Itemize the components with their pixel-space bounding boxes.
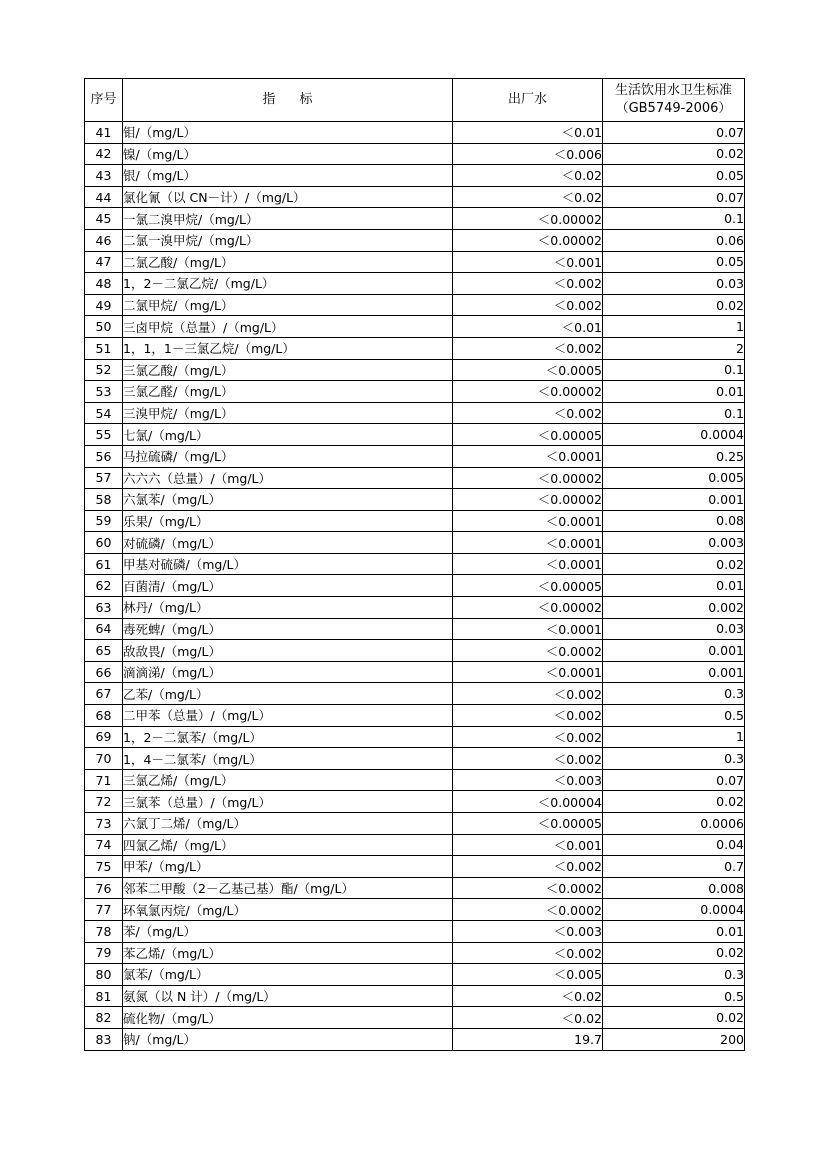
cell-item: 钠/（mg/L）: [123, 1028, 453, 1050]
table-row: [85, 985, 745, 1007]
cell-no: 80: [85, 964, 123, 986]
table-row: [85, 705, 745, 727]
cell-item: 二氯一溴甲烷/（mg/L）: [123, 229, 453, 251]
cell-item: 苯/（mg/L）: [123, 920, 453, 942]
cell-standard: 200: [603, 1028, 745, 1050]
cell-standard: 0.07: [603, 122, 745, 144]
cell-item: 钼/（mg/L）: [123, 122, 453, 144]
cell-value: ＜0.00005: [453, 424, 603, 446]
cell-no: 61: [85, 553, 123, 575]
cell-item: 1，1，1－三氯乙烷/（mg/L）: [123, 337, 453, 359]
cell-item: 三氯乙酸/（mg/L）: [123, 359, 453, 381]
cell-no: 47: [85, 251, 123, 273]
cell-standard: 0.06: [603, 229, 745, 251]
cell-item: 六氯苯/（mg/L）: [123, 489, 453, 511]
cell-standard: 0.05: [603, 251, 745, 273]
cell-value: ＜0.00002: [453, 467, 603, 489]
cell-value: ＜0.0001: [453, 618, 603, 640]
cell-standard: 0.03: [603, 618, 745, 640]
table-row: [85, 726, 745, 748]
cell-value: ＜0.02: [453, 985, 603, 1007]
table-row: [85, 165, 745, 187]
cell-value: ＜0.00004: [453, 791, 603, 813]
cell-no: 63: [85, 597, 123, 619]
cell-item: 1，4－二氯苯/（mg/L）: [123, 748, 453, 770]
cell-value: ＜0.0001: [453, 661, 603, 683]
table-row: [85, 467, 745, 489]
cell-standard: 0.0004: [603, 899, 745, 921]
cell-no: 79: [85, 942, 123, 964]
cell-no: 62: [85, 575, 123, 597]
table-row: [85, 791, 745, 813]
cell-standard: 0.02: [603, 143, 745, 165]
cell-value: ＜0.006: [453, 143, 603, 165]
table-row: [85, 1028, 745, 1050]
cell-no: 43: [85, 165, 123, 187]
table-row: [85, 122, 745, 144]
cell-no: 83: [85, 1028, 123, 1050]
cell-no: 76: [85, 877, 123, 899]
cell-standard: 0.0006: [603, 813, 745, 835]
cell-value: ＜0.0002: [453, 899, 603, 921]
cell-value: ＜0.0002: [453, 640, 603, 662]
cell-item: 百菌清/（mg/L）: [123, 575, 453, 597]
cell-item: 六氯丁二烯/（mg/L）: [123, 813, 453, 835]
cell-item: 氯苯/（mg/L）: [123, 964, 453, 986]
cell-standard: 0.003: [603, 532, 745, 554]
cell-item: 三氯乙醛/（mg/L）: [123, 381, 453, 403]
cell-item: 环氧氯丙烷/（mg/L）: [123, 899, 453, 921]
cell-standard: 0.001: [603, 661, 745, 683]
cell-no: 69: [85, 726, 123, 748]
cell-item: 氨氮（以 N 计）/（mg/L）: [123, 985, 453, 1007]
table-row: [85, 229, 745, 251]
cell-no: 58: [85, 489, 123, 511]
cell-standard: 0.02: [603, 294, 745, 316]
cell-item: 三溴甲烷/（mg/L）: [123, 402, 453, 424]
table-row: [85, 337, 745, 359]
cell-item: 银/（mg/L）: [123, 165, 453, 187]
table-header-row: [85, 79, 745, 122]
cell-value: ＜0.002: [453, 856, 603, 878]
table-row: [85, 532, 745, 554]
table-row: [85, 856, 745, 878]
cell-no: 64: [85, 618, 123, 640]
cell-no: 44: [85, 186, 123, 208]
cell-item: 六六六（总量）/（mg/L）: [123, 467, 453, 489]
header-standard-line1: 生活饮用水卫生标准: [614, 83, 732, 99]
cell-standard: 0.002: [603, 597, 745, 619]
table-row: [85, 186, 745, 208]
header-cell-item: 指 标: [123, 79, 453, 122]
cell-no: 81: [85, 985, 123, 1007]
cell-value: ＜0.0002: [453, 877, 603, 899]
cell-value: ＜0.0001: [453, 445, 603, 467]
cell-standard: 0.07: [603, 769, 745, 791]
cell-item: 对硫磷/（mg/L）: [123, 532, 453, 554]
table-row: [85, 489, 745, 511]
cell-value: ＜0.003: [453, 920, 603, 942]
table-row: [85, 597, 745, 619]
cell-item: 镍/（mg/L）: [123, 143, 453, 165]
table-header: [85, 79, 745, 122]
cell-no: 57: [85, 467, 123, 489]
cell-value: ＜0.002: [453, 402, 603, 424]
table-row: [85, 359, 745, 381]
cell-standard: 0.01: [603, 575, 745, 597]
table-row: [85, 661, 745, 683]
cell-no: 55: [85, 424, 123, 446]
table-row: [85, 899, 745, 921]
cell-no: 82: [85, 1007, 123, 1029]
table-row: [85, 402, 745, 424]
table-row: [85, 942, 745, 964]
cell-item: 毒死蜱/（mg/L）: [123, 618, 453, 640]
table-row: [85, 964, 745, 986]
table-row: [85, 618, 745, 640]
table-body: [85, 122, 745, 1051]
cell-value: ＜0.00002: [453, 381, 603, 403]
table-row: [85, 424, 745, 446]
cell-item: 三卤甲烷（总量）/（mg/L）: [123, 316, 453, 338]
cell-value: ＜0.00002: [453, 597, 603, 619]
cell-value: ＜0.00005: [453, 813, 603, 835]
cell-no: 56: [85, 445, 123, 467]
table-row: [85, 769, 745, 791]
cell-no: 41: [85, 122, 123, 144]
cell-no: 54: [85, 402, 123, 424]
cell-standard: 0.25: [603, 445, 745, 467]
cell-standard: 0.02: [603, 942, 745, 964]
table-row: [85, 316, 745, 338]
cell-value: ＜0.0001: [453, 532, 603, 554]
cell-no: 75: [85, 856, 123, 878]
cell-no: 52: [85, 359, 123, 381]
table-row: [85, 748, 745, 770]
cell-value: ＜0.001: [453, 834, 603, 856]
cell-standard: 0.02: [603, 1007, 745, 1029]
cell-value: ＜0.002: [453, 726, 603, 748]
cell-no: 73: [85, 813, 123, 835]
cell-no: 49: [85, 294, 123, 316]
table-row: [85, 920, 745, 942]
cell-standard: 0.03: [603, 273, 745, 295]
cell-value: ＜0.002: [453, 705, 603, 727]
cell-item: 马拉硫磷/（mg/L）: [123, 445, 453, 467]
cell-value: ＜0.002: [453, 273, 603, 295]
cell-no: 53: [85, 381, 123, 403]
cell-no: 74: [85, 834, 123, 856]
cell-value: ＜0.001: [453, 251, 603, 273]
cell-standard: 0.01: [603, 381, 745, 403]
table-row: [85, 251, 745, 273]
cell-item: 1，2－二氯乙烷/（mg/L）: [123, 273, 453, 295]
cell-value: ＜0.0001: [453, 510, 603, 532]
cell-standard: 0.001: [603, 489, 745, 511]
cell-value: ＜0.01: [453, 316, 603, 338]
cell-no: 46: [85, 229, 123, 251]
cell-no: 66: [85, 661, 123, 683]
cell-item: 七氯/（mg/L）: [123, 424, 453, 446]
table-row: [85, 208, 745, 230]
cell-no: 51: [85, 337, 123, 359]
cell-standard: 0.1: [603, 359, 745, 381]
header-cell-standard: [603, 79, 745, 122]
cell-standard: 0.3: [603, 748, 745, 770]
table-row: [85, 1007, 745, 1029]
cell-item: 乐果/（mg/L）: [123, 510, 453, 532]
cell-no: 50: [85, 316, 123, 338]
cell-no: 68: [85, 705, 123, 727]
cell-value: 19.7: [453, 1028, 603, 1050]
table-row: [85, 877, 745, 899]
cell-no: 42: [85, 143, 123, 165]
cell-value: ＜0.00002: [453, 489, 603, 511]
cell-standard: 0.05: [603, 165, 745, 187]
table-row: [85, 510, 745, 532]
cell-standard: 0.02: [603, 553, 745, 575]
cell-item: 氯化氰（以 CN－计）/（mg/L）: [123, 186, 453, 208]
cell-standard: 0.1: [603, 402, 745, 424]
cell-value: ＜0.002: [453, 294, 603, 316]
cell-value: ＜0.002: [453, 683, 603, 705]
cell-item: 甲苯/（mg/L）: [123, 856, 453, 878]
cell-standard: 0.1: [603, 208, 745, 230]
cell-no: 60: [85, 532, 123, 554]
table-row: [85, 683, 745, 705]
cell-item: 硫化物/（mg/L）: [123, 1007, 453, 1029]
cell-item: 三氯乙烯/（mg/L）: [123, 769, 453, 791]
cell-no: 59: [85, 510, 123, 532]
cell-value: ＜0.02: [453, 1007, 603, 1029]
cell-item: 敌敌畏/（mg/L）: [123, 640, 453, 662]
table-row: [85, 294, 745, 316]
cell-value: ＜0.00005: [453, 575, 603, 597]
cell-standard: 0.07: [603, 186, 745, 208]
header-cell-no: 序号: [85, 79, 123, 122]
cell-standard: 0.7: [603, 856, 745, 878]
cell-standard: 1: [603, 726, 745, 748]
cell-standard: 0.0004: [603, 424, 745, 446]
cell-standard: 0.01: [603, 920, 745, 942]
table-row: [85, 813, 745, 835]
cell-item: 邻苯二甲酸（2－乙基己基）酯/（mg/L）: [123, 877, 453, 899]
cell-standard: 0.5: [603, 985, 745, 1007]
cell-value: ＜0.002: [453, 748, 603, 770]
cell-no: 65: [85, 640, 123, 662]
water-quality-table-container: [84, 78, 744, 1051]
table-row: [85, 381, 745, 403]
cell-standard: 1: [603, 316, 745, 338]
cell-item: 二甲苯（总量）/（mg/L）: [123, 705, 453, 727]
cell-no: 45: [85, 208, 123, 230]
table-row: [85, 640, 745, 662]
cell-standard: 0.3: [603, 964, 745, 986]
cell-no: 71: [85, 769, 123, 791]
cell-item: 二氯甲烷/（mg/L）: [123, 294, 453, 316]
cell-value: ＜0.00002: [453, 208, 603, 230]
cell-no: 72: [85, 791, 123, 813]
cell-item: 滴滴涕/（mg/L）: [123, 661, 453, 683]
cell-standard: 0.5: [603, 705, 745, 727]
cell-standard: 0.3: [603, 683, 745, 705]
cell-value: ＜0.00002: [453, 229, 603, 251]
cell-no: 67: [85, 683, 123, 705]
cell-value: ＜0.02: [453, 165, 603, 187]
cell-item: 甲基对硫磷/（mg/L）: [123, 553, 453, 575]
cell-item: 乙苯/（mg/L）: [123, 683, 453, 705]
header-standard-line2: （GB5749-2006）: [615, 101, 732, 116]
cell-value: ＜0.02: [453, 186, 603, 208]
cell-item: 苯乙烯/（mg/L）: [123, 942, 453, 964]
cell-no: 78: [85, 920, 123, 942]
cell-item: 三氯苯（总量）/（mg/L）: [123, 791, 453, 813]
table-row: [85, 834, 745, 856]
cell-value: ＜0.005: [453, 964, 603, 986]
cell-item: 二氯乙酸/（mg/L）: [123, 251, 453, 273]
cell-no: 70: [85, 748, 123, 770]
cell-value: ＜0.003: [453, 769, 603, 791]
cell-item: 四氯乙烯/（mg/L）: [123, 834, 453, 856]
cell-item: 一氯二溴甲烷/（mg/L）: [123, 208, 453, 230]
table-row: [85, 553, 745, 575]
cell-item: 林丹/（mg/L）: [123, 597, 453, 619]
cell-standard: 0.005: [603, 467, 745, 489]
table-row: [85, 273, 745, 295]
cell-no: 48: [85, 273, 123, 295]
cell-standard: 0.008: [603, 877, 745, 899]
cell-standard: 2: [603, 337, 745, 359]
table-row: [85, 445, 745, 467]
table-row: [85, 143, 745, 165]
cell-item: 1，2－二氯苯/（mg/L）: [123, 726, 453, 748]
cell-standard: 0.001: [603, 640, 745, 662]
cell-value: ＜0.002: [453, 337, 603, 359]
cell-value: ＜0.01: [453, 122, 603, 144]
cell-value: ＜0.0005: [453, 359, 603, 381]
header-cell-value: 出厂水: [453, 79, 603, 122]
cell-standard: 0.04: [603, 834, 745, 856]
cell-value: ＜0.0001: [453, 553, 603, 575]
cell-standard: 0.02: [603, 791, 745, 813]
cell-standard: 0.08: [603, 510, 745, 532]
cell-value: ＜0.002: [453, 942, 603, 964]
cell-no: 77: [85, 899, 123, 921]
table-row: [85, 575, 745, 597]
water-quality-table: [84, 78, 745, 1051]
